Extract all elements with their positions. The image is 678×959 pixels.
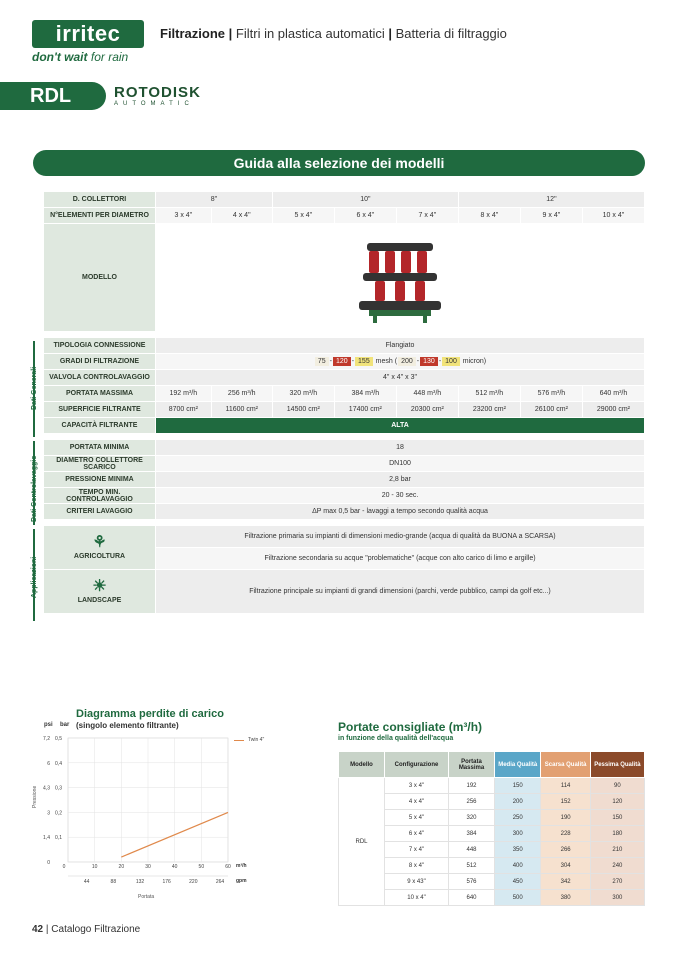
table-cell: 342 (541, 874, 590, 890)
xtick-gpm: 264 (215, 879, 225, 885)
filter-battery-image (355, 233, 445, 323)
xtick-m3h: 10 (91, 864, 98, 870)
xtick-gpm: 132 (135, 879, 145, 885)
table-cell: 256 (449, 794, 495, 810)
portate-table (338, 751, 645, 906)
unit-psi: psi (44, 722, 53, 728)
table-cell: 9 x 43" (385, 874, 449, 890)
table-cell: 150 (590, 810, 644, 826)
table-cell: 4 x 4" (385, 794, 449, 810)
model-image-cell (156, 224, 645, 332)
table-cell: 300 (590, 890, 644, 906)
table-cell: 228 (541, 826, 590, 842)
table-row (339, 778, 645, 794)
elementi-cell: 8 x 4" (458, 208, 520, 224)
table-cell: 576 (449, 874, 495, 890)
col-portata: Portata Massima (449, 752, 495, 778)
label-modello: MODELLO (44, 224, 156, 332)
superficie-cell: 17400 cm² (334, 402, 396, 418)
table-row (339, 858, 645, 874)
table-cell: 8 x 4" (385, 858, 449, 874)
xtick-gpm: 88 (110, 879, 117, 885)
chart-title: Diagramma perdite di carico (76, 708, 224, 720)
elementi-cell: 6 x 4" (334, 208, 396, 224)
criteri-value: ΔP max 0,5 bar - lavaggi a tempo secondo qualità acqua (156, 504, 645, 520)
wheat-icon: ⚘ (92, 534, 107, 551)
table-cell: 3 x 4" (385, 778, 449, 794)
label-portata-minima: PORTATA MINIMA (44, 440, 156, 456)
table-row (339, 890, 645, 906)
ytick-bar: 0,5 (55, 736, 62, 742)
portata-cell: 256 m³/h (211, 386, 272, 402)
xtick-m3h: 40 (171, 864, 178, 870)
catalog-name: Catalogo Filtrazione (51, 924, 141, 935)
xtick-gpm: 220 (189, 879, 198, 885)
series-line-twin4 (121, 812, 228, 857)
portata-cell: 512 m³/h (458, 386, 520, 402)
superficie-cell: 20300 cm² (396, 402, 458, 418)
irritec-logo: irritec (32, 20, 144, 48)
superficie-cell: 11600 cm² (211, 402, 272, 418)
xtick-origin: 0 (62, 864, 66, 870)
legend-line (234, 740, 244, 741)
ytick-bar: 0,1 (55, 835, 62, 842)
selection-table (43, 191, 645, 614)
xtick-m3h: 30 (145, 864, 151, 870)
table-cell: 380 (541, 890, 590, 906)
header-breadcrumb: Filtrazione | Filtri in plastica automatici | Batteria di filtraggio (160, 26, 507, 41)
ytick-psi: 1,4 (43, 835, 50, 842)
table-row (339, 842, 645, 858)
label-elementi: N°ELEMENTI PER DIAMETRO (44, 208, 156, 224)
label-diametro: DIAMETRO COLLETTORE SCARICO (44, 456, 156, 472)
portata-cell: 320 m³/h (272, 386, 334, 402)
table-cell: 300 (495, 826, 541, 842)
table-cell: 180 (590, 826, 644, 842)
ytick-bar: 0,3 (55, 785, 62, 792)
legend-label: Twin 4" (248, 737, 265, 743)
xtick-m3h: 20 (118, 864, 125, 870)
unit-m3h: m³/h (236, 863, 247, 869)
chart-subtitle: (singolo elemento filtrante) (76, 721, 179, 730)
chart-ylabel: Pressione (32, 785, 38, 808)
tempo-value: 20 - 30 sec. (156, 488, 645, 504)
label-valvola: VALVOLA CONTROLAVAGGIO (44, 370, 156, 386)
table-cell: 640 (449, 890, 495, 906)
label-superficie: SUPERFICIE FILTRANTE (44, 402, 156, 418)
col-modello: Modello (339, 752, 385, 778)
elementi-cell: 9 x 4" (520, 208, 582, 224)
portata-cell: 384 m³/h (334, 386, 396, 402)
col-pessima: Pessima Qualità (590, 752, 644, 778)
elementi-cell: 5 x 4" (272, 208, 334, 224)
agricoltura-text-2: Filtrazione secondaria su acque "problematiche" (acque con alto carico di limo e argille) (156, 548, 645, 570)
table-cell: 152 (541, 794, 590, 810)
breadcrumb-category: Filtrazione (160, 26, 226, 41)
table-cell: 448 (449, 842, 495, 858)
ytick-psi: 0 (47, 860, 50, 866)
xtick-m3h: 60 (225, 864, 231, 870)
group-label-applicazioni: Applicazioni (31, 556, 38, 598)
tagline: don't wait for rain (32, 50, 129, 64)
superficie-cell: 8700 cm² (156, 402, 212, 418)
table-cell: 320 (449, 810, 495, 826)
pressione-value: 2,8 bar (156, 472, 645, 488)
landscape-text: Filtrazione principale su impianti di grandi dimensioni (parchi, verde pubblico, campi da golf etc...) (156, 570, 645, 614)
superficie-cell: 23200 cm² (458, 402, 520, 418)
collettore-12: 12" (458, 192, 644, 208)
ytick-psi: 3 (47, 810, 50, 817)
portata-cell: 640 m³/h (582, 386, 644, 402)
table-row (339, 826, 645, 842)
ytick-psi: 6 (47, 760, 50, 767)
portate-subtitle: in funzione della qualità dell'acqua (338, 735, 454, 742)
collettore-8: 8" (156, 192, 273, 208)
table-cell: 240 (590, 858, 644, 874)
ytick-psi: 7,2 (43, 736, 50, 742)
table-row (339, 810, 645, 826)
model-cell: RDL (339, 778, 385, 906)
elementi-cell: 7 x 4" (396, 208, 458, 224)
page-number: 42 (32, 924, 44, 935)
chart-frame (68, 738, 228, 862)
portata-cell: 576 m³/h (520, 386, 582, 402)
elementi-cell: 4 x 4" (211, 208, 272, 224)
capacita-value: ALTA (156, 418, 645, 434)
breadcrumb-path1: Filtri in plastica automatici (235, 26, 385, 41)
table-cell: 10 x 4" (385, 890, 449, 906)
table-cell: 114 (541, 778, 590, 794)
landscape-icon: ☀ (92, 578, 107, 595)
elementi-cell: 10 x 4" (582, 208, 644, 224)
superficie-cell: 14500 cm² (272, 402, 334, 418)
table-cell: 192 (449, 778, 495, 794)
table-cell: 270 (590, 874, 644, 890)
section-title: Guida alla selezione dei modelli (33, 150, 645, 176)
xtick-m3h: 50 (198, 864, 205, 870)
table-row (339, 874, 645, 890)
table-cell: 5 x 4" (385, 810, 449, 826)
group-label-generali: Dati Generali (31, 366, 38, 410)
unit-gpm: gpm (236, 878, 247, 884)
unit-bar: bar (60, 722, 70, 728)
label-agricoltura: ⚘ AGRICOLTURA (44, 526, 156, 570)
table-cell: 250 (495, 810, 541, 826)
superficie-cell: 29000 cm² (582, 402, 644, 418)
table-row (339, 794, 645, 810)
table-cell: 450 (495, 874, 541, 890)
ytick-bar: 0,4 (55, 760, 62, 767)
table-cell: 500 (495, 890, 541, 906)
valvola-value: 4" x 4" x 3" (156, 370, 645, 386)
portata-minima-value: 18 (156, 440, 645, 456)
xtick-gpm: 176 (162, 879, 171, 885)
xtick-gpm: 44 (83, 879, 90, 885)
table-cell: 266 (541, 842, 590, 858)
table-cell: 304 (541, 858, 590, 874)
table-cell: 384 (449, 826, 495, 842)
table-cell: 200 (495, 794, 541, 810)
chart-xlabel: Portata (138, 894, 155, 900)
portata-cell: 192 m³/h (156, 386, 212, 402)
rotodisk-logo-sub: AUTOMATIC (114, 101, 194, 107)
label-tempo: TEMPO MIN. CONTROLAVAGGIO (44, 488, 156, 504)
label-criteri: CRITERI LAVAGGIO (44, 504, 156, 520)
table-cell: 7 x 4" (385, 842, 449, 858)
portata-cell: 448 m³/h (396, 386, 458, 402)
superficie-cell: 26100 cm² (520, 402, 582, 418)
collettore-10: 10" (272, 192, 458, 208)
footer: 42 | Catalogo Filtrazione (32, 924, 141, 935)
elementi-cell: 3 x 4" (156, 208, 212, 224)
ytick-bar: 0,2 (55, 810, 62, 817)
rotodisk-logo: ROTODISK (114, 84, 201, 101)
table-cell: 6 x 4" (385, 826, 449, 842)
portate-title: Portate consigliate (m³/h) (338, 720, 483, 734)
ytick-psi: 4,3 (43, 785, 50, 792)
table-cell: 400 (495, 858, 541, 874)
breadcrumb-path2: Batteria di filtraggio (395, 26, 507, 41)
label-gradi: GRADI DI FILTRAZIONE (44, 354, 156, 370)
table-cell: 90 (590, 778, 644, 794)
col-scarsa: Scarsa Qualità (541, 752, 590, 778)
product-code-band: RDL (0, 82, 106, 110)
label-tipologia: TIPOLOGIA CONNESSIONE (44, 338, 156, 354)
label-capacita: CAPACITÀ FILTRANTE (44, 418, 156, 434)
table-cell: 350 (495, 842, 541, 858)
tipologia-value: Flangiato (156, 338, 645, 354)
table-cell: 512 (449, 858, 495, 874)
label-collettori: D. COLLETTORI (44, 192, 156, 208)
diametro-value: DN100 (156, 456, 645, 472)
label-pressione: PRESSIONE MINIMA (44, 472, 156, 488)
col-configurazione: Configurazione (385, 752, 449, 778)
table-cell: 190 (541, 810, 590, 826)
label-landscape: ☀ LANDSCAPE (44, 570, 156, 614)
gradi-value: 75 - 120 - 155 mesh ( 200 - 130 - 100 micron) (156, 354, 645, 370)
agricoltura-text-1: Filtrazione primaria su impianti di dimensioni medio-grande (acqua di qualità da BUONA a SCARSA) (156, 526, 645, 548)
table-cell: 120 (590, 794, 644, 810)
table-cell: 210 (590, 842, 644, 858)
table-cell: 150 (495, 778, 541, 794)
col-media: Media Qualità (495, 752, 541, 778)
label-portata: PORTATA MASSIMA (44, 386, 156, 402)
group-label-controlavaggio: Dati Controlavaggio (31, 455, 38, 522)
